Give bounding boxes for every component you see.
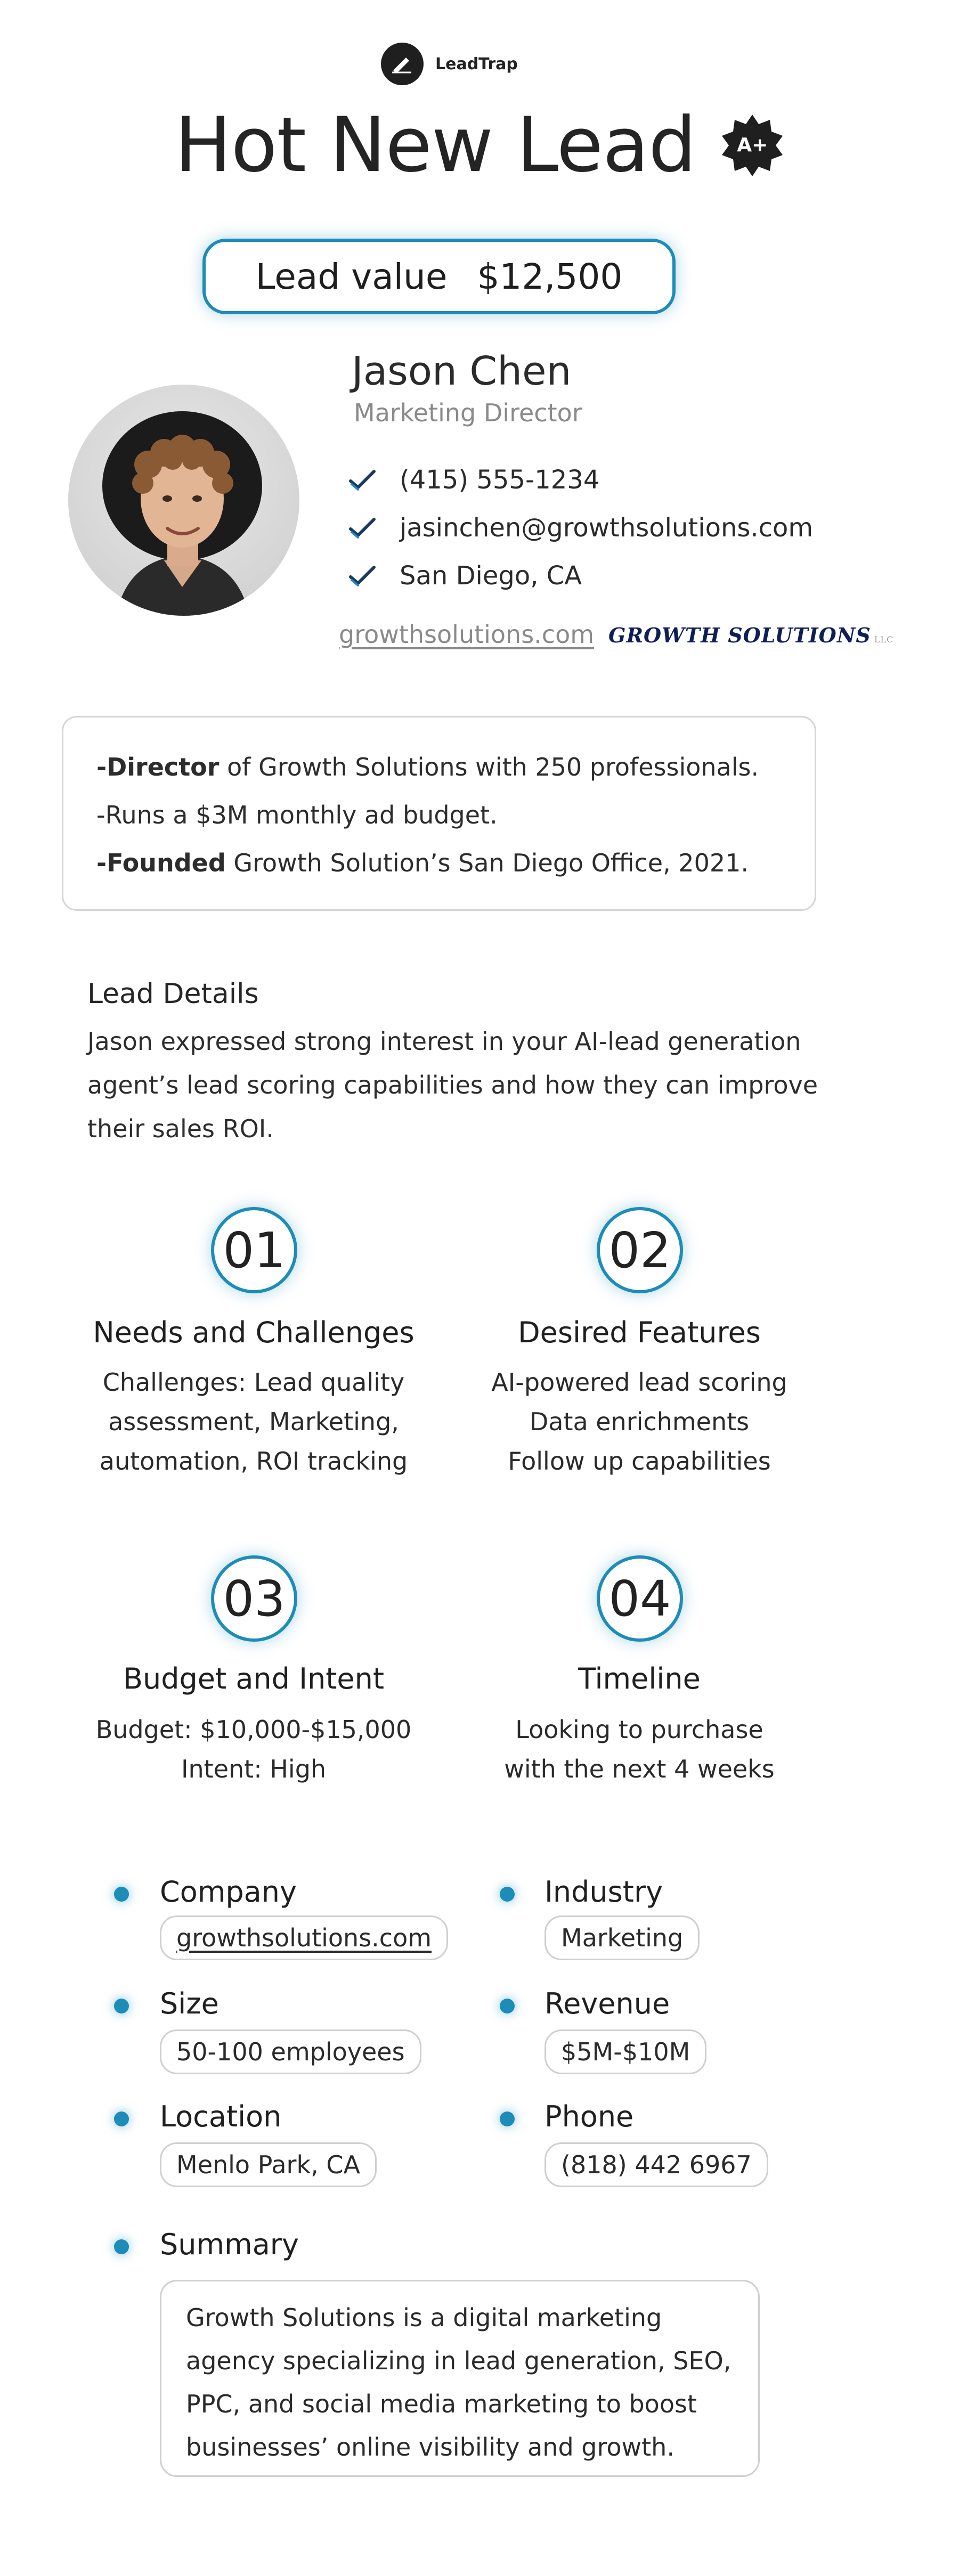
bio-line-bold: -Founded	[96, 849, 226, 877]
lead-value-label: Lead value	[255, 256, 448, 297]
block-line: Budget: $10,000-$15,000	[95, 1715, 412, 1744]
grade-text: A+	[737, 134, 768, 156]
check-icon	[346, 564, 378, 588]
website-link[interactable]: growthsolutions.com	[339, 620, 595, 649]
person-role: Marketing Director	[354, 398, 582, 427]
step-number: 01	[211, 1207, 297, 1293]
block-line: Follow up capabilities	[508, 1447, 771, 1476]
contact-email-text[interactable]: jasinchen@growthsolutions.com	[400, 513, 814, 543]
block-title: Budget and Intent	[123, 1662, 385, 1695]
block-body	[437, 1363, 842, 1481]
revenue-chip: $5M-$10M	[544, 2029, 706, 2074]
block-line: Intent: High	[181, 1755, 327, 1783]
bio-line-rest: -Runs a $3M monthly ad budget.	[96, 801, 498, 829]
company-logo-suffix: LLC	[874, 634, 894, 645]
block-line: AI-powered lead scoring	[491, 1368, 787, 1397]
bio-line	[96, 743, 782, 791]
block-line: Challenges: Lead quality	[102, 1368, 405, 1397]
lead-details-text: Jason expressed strong interest in your AI-lead generation agent’s lead scoring capabilities and how they can improve their sales ROI.	[87, 1027, 818, 1143]
phone-label: Phone	[544, 2100, 634, 2133]
company-label: Company	[160, 1875, 297, 1909]
page-title: Hot New Lead	[174, 101, 696, 189]
industry-chip: Marketing	[544, 1915, 700, 1960]
lead-value-pill	[202, 239, 676, 314]
block-body	[51, 1710, 456, 1789]
contact-list	[346, 456, 813, 600]
block-title: Needs and Challenges	[93, 1316, 415, 1349]
block-line: Data enrichments	[529, 1407, 750, 1436]
summary-box: Growth Solutions is a digital marketing agency specializing in lead generation, SEO, PPC, and social media marketing to boost businesses’ online visibility and growth.	[160, 2280, 760, 2477]
brand-name: LeadTrap	[435, 54, 518, 74]
location-label: Location	[160, 2100, 282, 2133]
block-line: Looking to purchase	[515, 1715, 763, 1744]
check-icon	[346, 468, 378, 492]
dot-icon	[114, 2239, 129, 2254]
bio-line-rest: Growth Solution’s San Diego Office, 2021.	[225, 849, 749, 877]
step-number: 03	[211, 1555, 297, 1642]
block-title: Timeline	[578, 1662, 701, 1695]
bio-box	[62, 716, 816, 911]
avatar	[68, 385, 299, 616]
dot-icon	[500, 1887, 515, 1902]
person-name: Jason Chen	[352, 348, 572, 394]
contact-location	[346, 552, 813, 600]
check-icon	[346, 516, 378, 540]
lead-details-title: Lead Details	[87, 978, 259, 1010]
bio-line-bold: -Director	[96, 753, 220, 781]
location-chip: Menlo Park, CA	[160, 2142, 377, 2187]
company-logo	[608, 623, 893, 647]
contact-phone-text[interactable]: (415) 555-1234	[400, 465, 600, 495]
dot-icon	[500, 2112, 515, 2126]
dot-icon	[114, 1887, 129, 1902]
contact-email	[346, 504, 813, 552]
company-logo-text: GROWTH SOLUTIONS	[608, 623, 871, 647]
size-label: Size	[160, 1987, 219, 2020]
brand	[381, 43, 518, 85]
block-line: with the next 4 weeks	[504, 1755, 775, 1783]
dot-icon	[114, 2112, 129, 2126]
bio-line	[96, 791, 782, 839]
phone-chip[interactable]: (818) 442 6967	[544, 2142, 768, 2187]
size-chip: 50-100 employees	[160, 2029, 421, 2074]
step-number: 02	[597, 1207, 683, 1293]
block-line: automation, ROI tracking	[99, 1447, 408, 1476]
contact-location-text: San Diego, CA	[400, 561, 582, 591]
title-row	[0, 101, 959, 189]
block-line: assessment, Marketing,	[108, 1407, 399, 1436]
contact-phone	[346, 456, 813, 504]
revenue-label: Revenue	[544, 1987, 670, 2020]
industry-label: Industry	[544, 1875, 663, 1909]
bio-line	[96, 839, 782, 887]
block-title: Desired Features	[518, 1316, 761, 1349]
company-chip[interactable]: growthsolutions.com	[160, 1915, 448, 1960]
step-number: 04	[597, 1555, 683, 1642]
dot-icon	[500, 1999, 515, 2013]
lead-value-amount: $12,500	[477, 256, 623, 297]
block-body	[437, 1710, 842, 1789]
pen-logo-icon	[381, 43, 424, 85]
bio-line-rest: of Growth Solutions with 250 professionals.	[219, 753, 759, 781]
dot-icon	[114, 1999, 129, 2013]
block-body	[51, 1363, 456, 1481]
summary-label: Summary	[160, 2228, 299, 2261]
grade-badge	[720, 113, 784, 177]
